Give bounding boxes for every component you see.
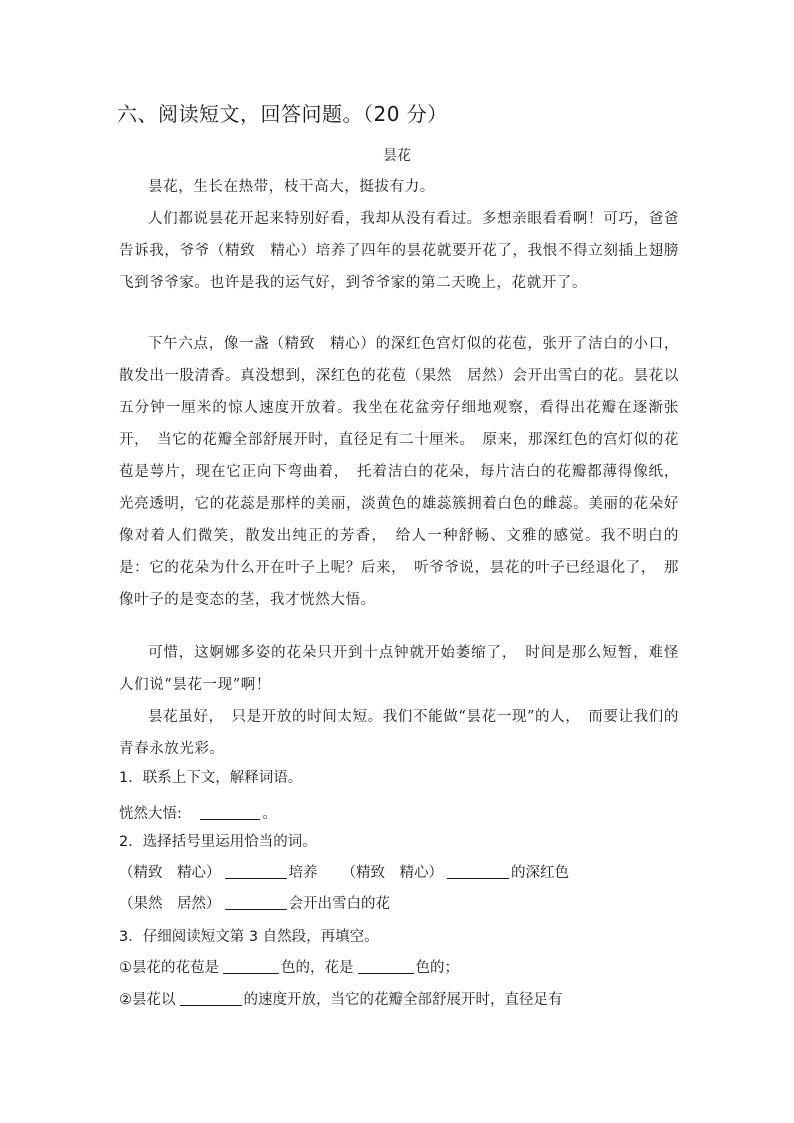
question-3-text-e: 的速度开放，当它的花瓣全部舒展开时，直径足有 [243,992,563,1008]
question-3-text-c: 色的； [415,960,459,976]
paragraph-5: 昙花虽好， 只是开放的时间太短。我们不能做“昙花一现”的人， 而要让我们的青春永放光彩。 [119,709,679,757]
question-3-text-a: ①昙花的花苞是 [119,960,219,976]
answer-blank[interactable] [180,1004,242,1006]
answer-blank[interactable] [225,877,287,879]
question-2-after-2: 的深红色 [511,865,569,881]
paragraph-2: 人们都说昙花开起来特别好看，我却从没有看过。多想亲眼看看啊！可巧，爸爸告诉我，爷爷（精致 精心）培养了四年的昙花就要开花了，我恨不得立刻插上翅膀飞到爷爷家。也许是我的运气好，到爷爷家的第二天晚上，花就开了。 [119,211,679,291]
question-1-title: 1．联系上下文，解释词语。 [119,770,303,786]
question-1-line [119,802,277,823]
question-2-option-3: （果然 居然） [119,896,221,912]
question-2-option-2: （精致 精心） [341,865,443,881]
question-3-line-2 [119,988,563,1009]
question-2-line-2 [119,892,390,913]
paragraph-4: 可惜，这婀娜多姿的花朵只开到十点钟就开始萎缩了， 时间是那么短暂，难怪人们说“昙花一现”啊！ [119,645,679,693]
answer-blank[interactable] [225,908,287,910]
question-3-text-d: ②昙花以 [119,992,176,1008]
section-heading: 六、阅读短文，回答问题。（20 分） [117,102,448,126]
paragraph-3: 下午六点，像一盏（精致 精心）的深红色宫灯似的花苞，张开了洁白的小口，散发出一股清香。真没想到，深红色的花苞（果然 居然）会开出雪白的花。昙花以五分钟一厘米的惊人速度开放着。我坐在花盆旁仔细地观察，看得出花瓣在逐渐张开， 当它的花瓣全部舒展开时，直径足有二十厘米。 原来，那深红色的宫灯似的花苞是萼片，现在它正向下弯曲着， 托着洁白的花朵，每片洁白的花瓣都薄得像纸，光亮透明，它的花蕊是那样的美丽，淡黄色的雄蕊簇拥着白色的雌蕊。美丽的花朵好像对着人们微笑，散发出纯正的芳香， 给人一种舒畅、文雅的感觉。我不明白的是：它的花朵为什么开在叶子上呢？后来， 听爷爷说，昙花的叶子已经退化了， 那像叶子的是变态的茎，我才恍然大悟。 [119,336,679,608]
question-2-after-3: 会开出雪白的花 [288,896,390,912]
answer-blank[interactable] [200,818,260,820]
question-3-title: 3．仔细阅读短文第 3 自然段，再填空。 [119,929,379,945]
question-2-line-1 [119,861,569,882]
paragraph-1: 昙花，生长在热带，枝干高大，挺拔有力。 [148,179,435,195]
question-2-title: 2．选择括号里运用恰当的词。 [119,834,317,850]
question-3-line-1 [119,956,459,977]
question-2-after-1: 培养 [288,865,318,881]
passage-title: 昙花 [383,148,411,164]
answer-blank[interactable] [447,877,509,879]
question-3-text-b: 色的，花是 [281,960,354,976]
answer-blank[interactable] [223,972,279,974]
answer-blank[interactable] [358,972,414,974]
question-1-word: 恍然大悟: [119,806,197,822]
question-1-end: 。 [262,806,277,822]
question-2-option-1: （精致 精心） [119,865,221,881]
